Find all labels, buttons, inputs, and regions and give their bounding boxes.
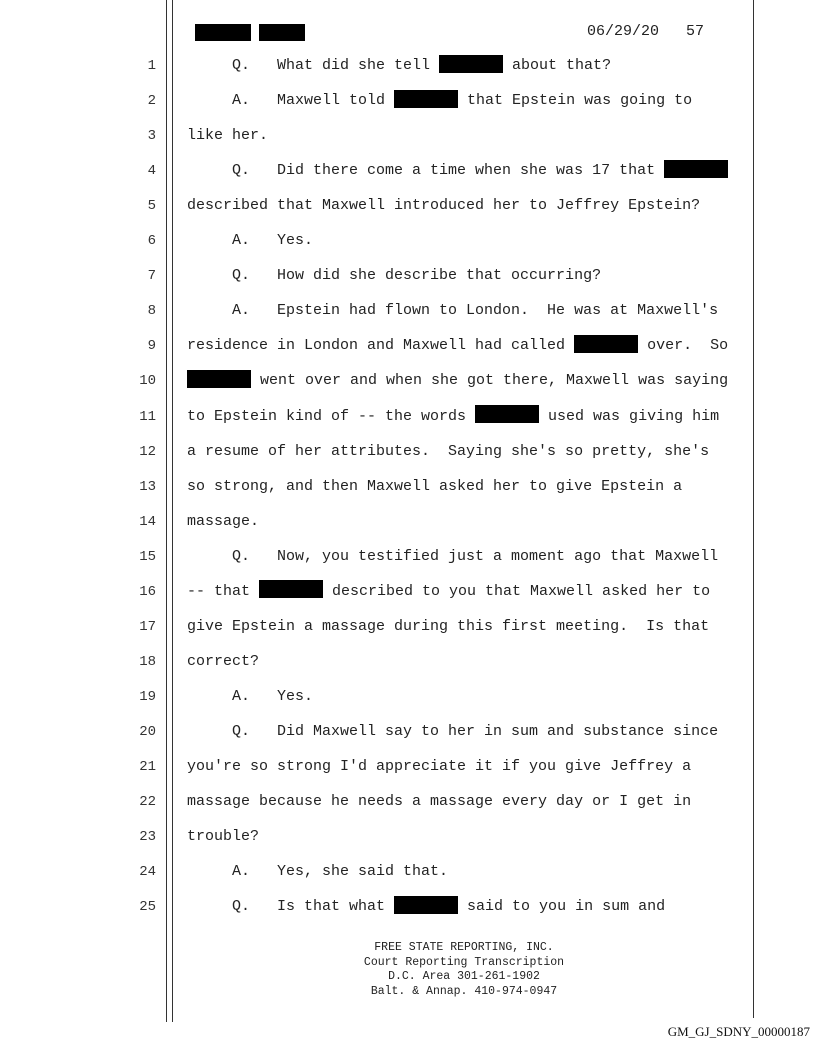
page-header — [0, 22, 816, 42]
text-segment: described to you that Maxwell asked her to — [323, 582, 711, 600]
line-text — [187, 92, 692, 109]
transcript-line — [0, 301, 816, 325]
transcript-line — [0, 91, 816, 115]
line-text — [187, 583, 710, 600]
line-number: 25 — [139, 899, 156, 916]
redaction-box — [574, 335, 638, 353]
text-segment: Q. Did Maxwell say to her in sum and substance since — [187, 722, 719, 740]
line-number: 21 — [139, 759, 156, 775]
line-number: 22 — [139, 794, 156, 811]
text-segment: A. Maxwell told — [187, 92, 395, 110]
transcript-line — [0, 897, 816, 921]
text-segment: A. Yes. — [187, 687, 314, 705]
text-segment: residence in London and Maxwell had called — [187, 337, 575, 355]
text-segment: said to you in sum and — [458, 898, 666, 916]
line-text — [187, 337, 728, 354]
text-segment: Q. Now, you testified just a moment ago that Maxwell — [187, 547, 719, 565]
text-segment: over. So — [638, 337, 729, 355]
footer-dc-phone: D.C. Area 301-261-1902 — [388, 970, 540, 983]
text-segment: that Epstein was going to — [458, 92, 693, 110]
line-number: 23 — [139, 829, 156, 846]
transcript-line — [0, 442, 816, 466]
text-segment: Q. Did there come a time when she was 17 that — [187, 162, 665, 180]
line-text — [187, 197, 700, 214]
line-number: 16 — [139, 583, 156, 600]
redaction-box — [259, 580, 323, 598]
line-number: 6 — [147, 233, 156, 250]
text-segment: trouble? — [187, 828, 260, 846]
line-number: 18 — [139, 653, 156, 670]
transcript-line — [0, 652, 816, 676]
transcript-line — [0, 617, 816, 641]
line-number: 8 — [147, 303, 156, 320]
text-segment: -- that — [187, 582, 260, 600]
transcript-line — [0, 126, 816, 150]
line-text — [187, 57, 611, 74]
line-number: 1 — [147, 58, 156, 74]
footer-company: FREE STATE REPORTING, INC. — [374, 941, 554, 954]
redaction-box — [475, 405, 539, 423]
footer-balt-phone: Balt. & Annap. 410-974-0947 — [370, 984, 558, 998]
transcript-line — [0, 407, 816, 431]
transcript-line — [0, 266, 816, 290]
line-number: 10 — [139, 373, 156, 390]
line-number: 14 — [139, 513, 156, 530]
header-date-page: 06/29/20 57 — [587, 23, 705, 40]
text-segment: so strong, and then Maxwell asked her to give Epstein a — [187, 477, 683, 495]
text-segment: A. Yes. — [187, 232, 314, 250]
line-text — [187, 828, 259, 845]
line-number: 11 — [139, 408, 156, 425]
line-text — [187, 478, 682, 495]
text-segment: give Epstein a massage during this first meeting. Is that — [187, 617, 710, 635]
transcript-line — [0, 862, 816, 886]
transcript-line — [0, 827, 816, 851]
bates-number: GM_GJ_SDNY_00000187 — [667, 1024, 810, 1039]
text-segment: correct? — [187, 652, 260, 670]
transcript-line — [0, 722, 816, 746]
transcript-line — [0, 512, 816, 536]
text-segment: massage because he needs a massage every day or I get in — [187, 793, 692, 811]
text-segment: Q. What did she tell — [187, 57, 440, 74]
line-text — [187, 793, 691, 810]
transcript-line — [0, 161, 816, 185]
line-text — [187, 127, 268, 144]
text-segment: you're so strong I'd appreciate it if you give Jeffrey a — [187, 758, 692, 775]
transcript-line — [0, 792, 816, 816]
redaction-box — [394, 90, 458, 108]
line-text — [187, 688, 313, 705]
line-text — [187, 758, 691, 775]
header-redaction-2 — [259, 24, 305, 41]
line-text — [187, 267, 601, 284]
text-segment: A. Epstein had flown to London. He was at Maxwell's — [187, 302, 719, 320]
header-redaction-1 — [195, 24, 251, 41]
line-number: 17 — [139, 618, 156, 635]
transcript-line — [0, 196, 816, 220]
transcript-line — [0, 56, 816, 80]
line-number: 5 — [147, 198, 156, 215]
transcript-line — [0, 757, 816, 781]
transcript-line — [0, 336, 816, 360]
line-number: 19 — [139, 688, 156, 705]
line-text — [187, 548, 718, 565]
transcript-line — [0, 547, 816, 571]
transcript-line — [0, 582, 816, 606]
line-text — [187, 232, 313, 249]
line-number: 7 — [147, 268, 156, 285]
text-segment: described that Maxwell introduced her to Jeffrey Epstein? — [187, 197, 701, 215]
redaction-box — [394, 896, 458, 914]
line-text — [187, 408, 719, 425]
line-number: 9 — [147, 338, 156, 355]
text-segment: A. Yes, she said that. — [187, 863, 449, 881]
line-number: 20 — [139, 723, 156, 740]
text-segment: massage. — [187, 512, 260, 530]
line-number: 15 — [139, 548, 156, 565]
line-text — [187, 618, 709, 635]
line-number: 24 — [139, 864, 156, 881]
line-text — [187, 372, 728, 389]
line-number: 3 — [147, 128, 156, 145]
transcript-line — [0, 231, 816, 255]
redaction-box — [439, 55, 503, 73]
line-text — [187, 863, 448, 880]
line-text — [187, 443, 709, 460]
text-segment: like her. — [187, 127, 269, 145]
footer-service: Court Reporting Transcription — [363, 955, 565, 969]
text-segment: used was giving him — [539, 407, 720, 425]
redaction-box — [664, 160, 728, 178]
line-number: 2 — [147, 93, 156, 110]
text-segment: to Epstein kind of -- the words — [187, 407, 476, 425]
text-segment: Q. How did she describe that occurring? — [187, 267, 602, 285]
line-number: 4 — [147, 163, 156, 180]
line-text — [187, 723, 718, 740]
reporter-footer — [264, 941, 664, 999]
text-segment: a resume of her attributes. Saying she's so pretty, she's — [187, 442, 710, 460]
line-text — [187, 302, 718, 319]
text-segment: went over and when she got there, Maxwell was saying — [251, 372, 729, 390]
line-text — [187, 513, 259, 530]
line-text — [187, 162, 728, 179]
line-text — [187, 653, 259, 670]
transcript-line — [0, 371, 816, 395]
line-text — [187, 898, 665, 915]
transcript-line — [0, 687, 816, 711]
text-segment: about that? — [503, 57, 612, 74]
redaction-box — [187, 370, 251, 388]
line-number: 13 — [139, 478, 156, 495]
transcript-line — [0, 477, 816, 501]
text-segment: Q. Is that what — [187, 898, 395, 916]
line-number: 12 — [139, 443, 156, 460]
